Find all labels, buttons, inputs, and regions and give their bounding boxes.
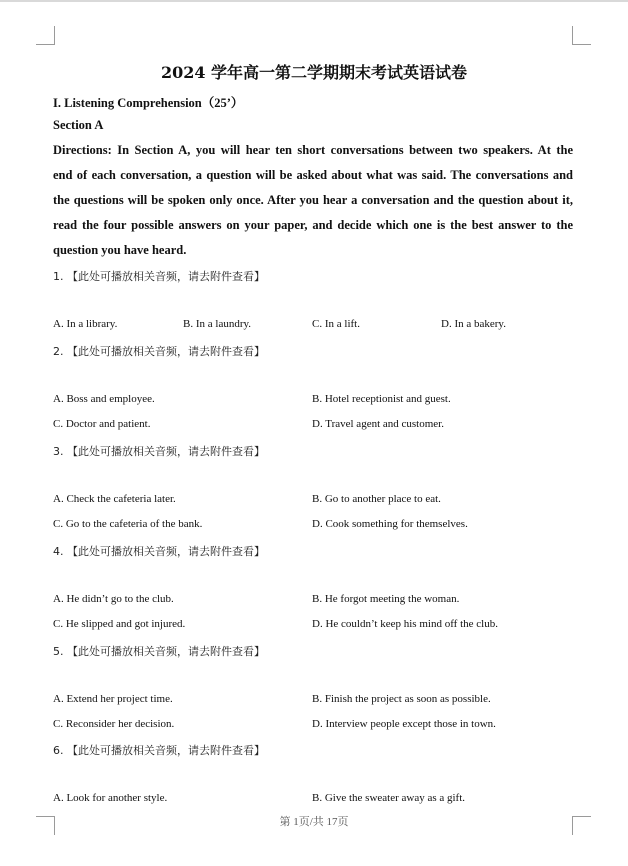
- q5-option-c: C. Reconsider her decision.: [53, 718, 175, 730]
- question-6-audio-placeholder[interactable]: 6. 【此处可播放相关音频，请去附件查看】: [53, 744, 265, 757]
- q4-option-a: A. He didn’t go to the club.: [53, 593, 174, 605]
- q4-option-c: C. He slipped and got injured.: [53, 618, 186, 630]
- q5-option-a: A. Extend her project time.: [53, 693, 173, 705]
- question-1-audio-placeholder[interactable]: 1. 【此处可播放相关音频，请去附件查看】: [53, 270, 265, 283]
- q3-option-c: C. Go to the cafeteria of the bank.: [53, 518, 203, 530]
- section-heading: Section A: [53, 118, 104, 132]
- top-border: [0, 0, 628, 2]
- question-4-audio-placeholder[interactable]: 4. 【此处可播放相关音频，请去附件查看】: [53, 545, 265, 558]
- q3-option-b: B. Go to another place to eat.: [312, 493, 441, 505]
- q5-option-b: B. Finish the project as soon as possible.: [312, 693, 491, 705]
- q2-option-b: B. Hotel receptionist and guest.: [312, 393, 451, 405]
- question-2-audio-placeholder[interactable]: 2. 【此处可播放相关音频，请去附件查看】: [53, 345, 265, 358]
- exam-title: 2024 学年高一第二学期期末考试英语试卷: [160, 63, 468, 82]
- q5-option-d: D. Interview people except those in town.: [312, 718, 496, 730]
- q3-option-a: A. Check the cafeteria later.: [53, 493, 176, 505]
- crop-mark-top-right: [572, 26, 591, 45]
- directions-line: question you have heard.: [53, 243, 187, 257]
- directions-line: the questions will be spoken only once. After you hear a conversation and the question about it,: [53, 193, 573, 207]
- directions-line: end of each conversation, a question will be asked about what was said. The conversations and: [53, 168, 573, 182]
- q1-option-b: B. In a laundry.: [183, 318, 252, 330]
- q1-option-d: D. In a bakery.: [441, 318, 506, 330]
- part-heading: I. Listening Comprehension（25’）: [53, 96, 244, 110]
- page-number-footer: 第 1页/共 17页: [279, 816, 349, 828]
- q6-option-b: B. Give the sweater away as a gift.: [312, 792, 466, 804]
- q2-option-c: C. Doctor and patient.: [53, 418, 151, 430]
- question-5-audio-placeholder[interactable]: 5. 【此处可播放相关音频，请去附件查看】: [53, 645, 265, 658]
- directions-line: Directions: In Section A, you will hear ten short conversations between two speakers. At the: [53, 143, 573, 157]
- crop-mark-top-left: [36, 26, 55, 45]
- q2-option-a: A. Boss and employee.: [53, 393, 155, 405]
- q4-option-d: D. He couldn’t keep his mind off the club.: [312, 618, 498, 630]
- q1-option-a: A. In a library.: [53, 318, 118, 330]
- q4-option-b: B. He forgot meeting the woman.: [312, 593, 460, 605]
- q6-option-a: A. Look for another style.: [53, 792, 168, 804]
- directions-line: read the four possible answers on your paper, and decide which one is the best answer to the: [53, 218, 573, 232]
- q2-option-d: D. Travel agent and customer.: [312, 418, 444, 430]
- q3-option-d: D. Cook something for themselves.: [312, 518, 468, 530]
- q1-option-c: C. In a lift.: [312, 318, 360, 330]
- question-3-audio-placeholder[interactable]: 3. 【此处可播放相关音频，请去附件查看】: [53, 445, 265, 458]
